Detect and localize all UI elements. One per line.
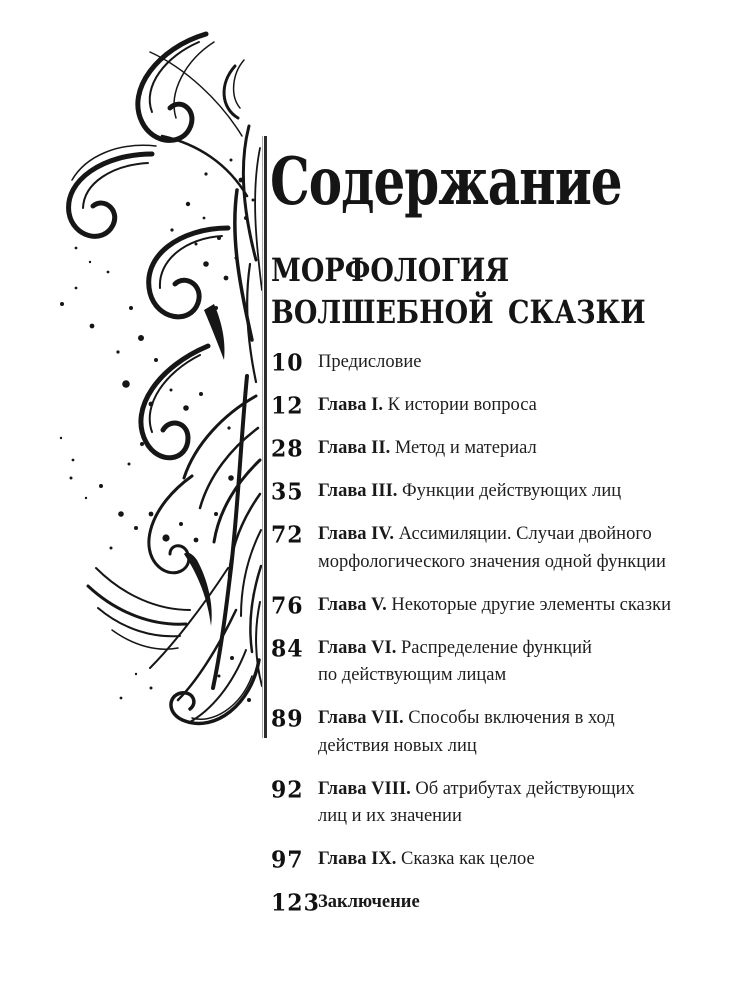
toc-entry-title: Глава I. К истории вопроса (318, 395, 537, 415)
book-subtitle-line1: МОРФОЛОГИЯ (271, 253, 510, 290)
toc-entry (271, 846, 683, 874)
book-subtitle-line2: ВОЛШЕБНОЙ СКАЗКИ (271, 295, 646, 332)
toc-entry (271, 776, 683, 831)
toc-entry-chapter-label: Глава VI. (318, 637, 397, 658)
toc-page-number: 89 (271, 705, 304, 734)
toc-entry-title: Глава V. Некоторые другие элементы сказки (318, 594, 671, 615)
toc-entry (271, 478, 683, 506)
toc-entry-chapter-label: Глава VIII. (318, 778, 411, 799)
toc-entry-chapter-label: Глава II. (318, 438, 391, 458)
toc-page-number: 123 (271, 889, 320, 918)
toc-entry-title: Глава VII. Способы включения в ход действия новых лиц (318, 708, 615, 756)
toc-page-number: 72 (271, 521, 304, 550)
toc-entry (271, 889, 683, 917)
toc-entry-chapter-label: Заключение (318, 892, 420, 912)
toc-entry-title: Глава VI. Распределение функций по действующим лицам (318, 637, 592, 685)
toc-page-number: 10 (271, 349, 304, 378)
toc-entry-title: Глава VIII. Об атрибутах действующих лиц и их значении (318, 778, 635, 826)
toc-list (271, 349, 683, 932)
toc-page-number: 35 (271, 478, 304, 507)
toc-entry-chapter-label: Глава VII. (318, 708, 404, 728)
toc-entry-title: Глава II. Метод и материал (318, 438, 537, 458)
toc-page-number: 28 (271, 435, 304, 464)
toc-page-number: 12 (271, 392, 304, 421)
toc-entry (271, 435, 683, 463)
toc-entry (271, 349, 683, 377)
toc-entry-title: Глава IX. Сказка как целое (318, 849, 535, 869)
toc-entry-title (318, 889, 683, 917)
toc-page-number: 84 (271, 634, 304, 663)
toc-entry-chapter-label: Глава V. (318, 594, 387, 615)
toc-entry-chapter-label: Глава III. (318, 481, 398, 501)
toc-entry-title: Глава IV. Ассимиляции. Случаи двойного морфологического значения одной функции (318, 524, 666, 572)
toc-page-number: 92 (271, 775, 304, 804)
toc-entry-chapter-label: Глава IX. (318, 849, 397, 869)
toc-page-number: 97 (271, 846, 304, 875)
toc-entry-chapter-label: Глава I. (318, 395, 384, 415)
feather-swirl-ornament (0, 8, 280, 748)
toc-entry-title: Предисловие (318, 352, 422, 372)
toc-entry-title: Глава III. Функции действующих лиц (318, 481, 622, 501)
page-title: Содержание (270, 142, 622, 220)
book-subtitle (271, 251, 646, 335)
toc-entry (271, 521, 683, 576)
toc-entry (271, 592, 683, 620)
toc-entry (271, 705, 683, 760)
vertical-divider-rule (262, 136, 267, 738)
toc-entry-chapter-label: Глава IV. (318, 524, 394, 544)
toc-entry (271, 635, 683, 690)
toc-page-number: 76 (271, 591, 304, 620)
toc-entry (271, 392, 683, 420)
